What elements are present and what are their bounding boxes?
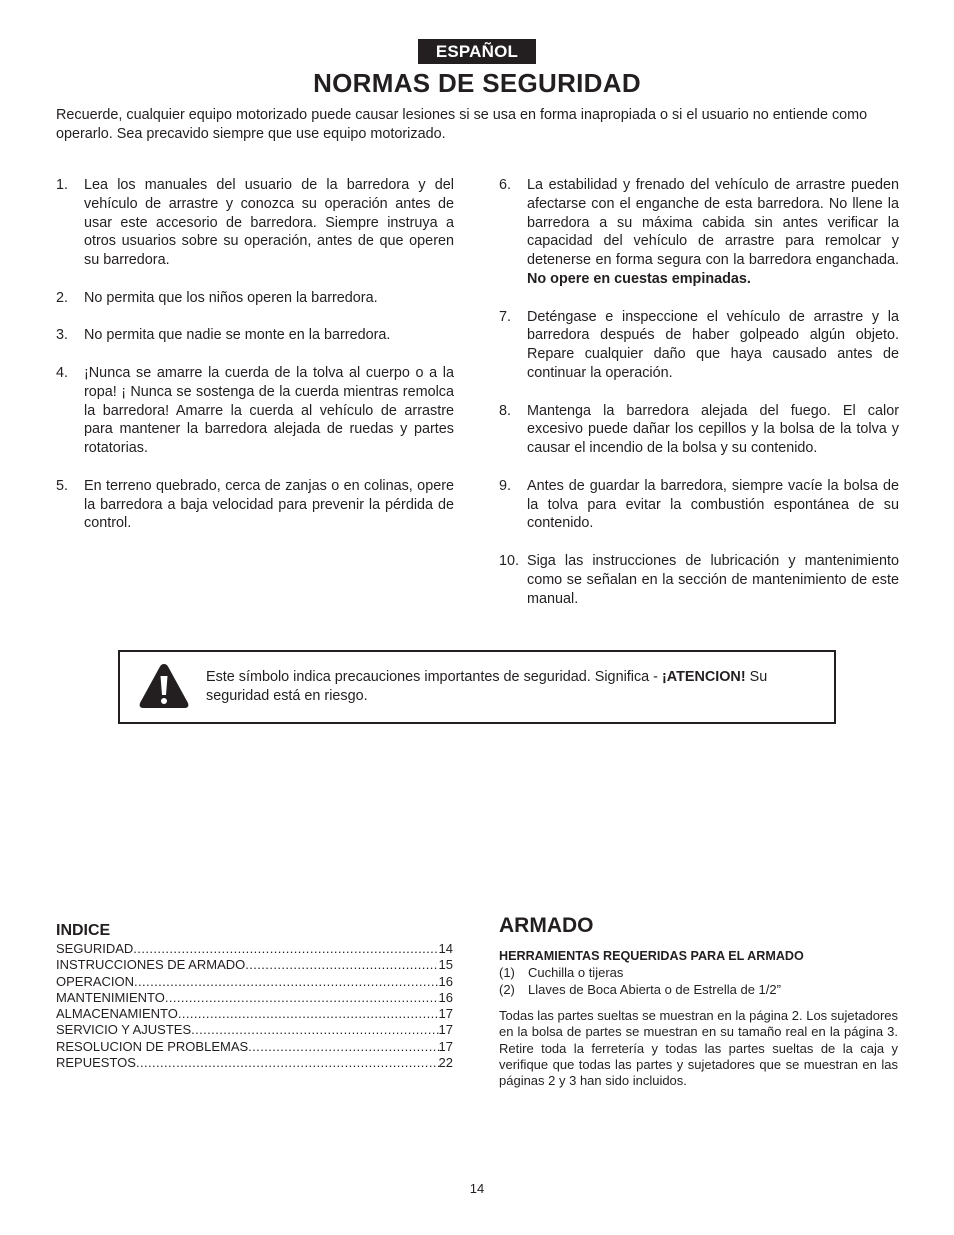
page-number: 14	[469, 1181, 485, 1196]
safety-rules-right-column	[499, 176, 899, 627]
rule-number: 10.	[499, 552, 520, 569]
safety-rule	[499, 176, 899, 289]
rule-number: 7.	[499, 308, 512, 325]
safety-rule	[56, 289, 454, 308]
toc-entry-label: OPERACION	[56, 973, 135, 989]
toc-leader-dots	[133, 941, 438, 957]
safety-rule	[56, 176, 454, 270]
toc-entry-page: 17	[438, 1022, 453, 1038]
safety-rule	[499, 308, 899, 383]
rule-text: Siga las instrucciones de lubricación y mantenimiento como se señalan en la sección de mantenimiento de este manual.	[527, 552, 899, 607]
safety-rule	[499, 477, 899, 533]
toc-entry	[56, 941, 453, 957]
tools-heading: HERRAMIENTAS REQUERIDAS PARA EL ARMADO	[499, 949, 804, 963]
toc-entry-label: INSTRUCCIONES DE ARMADO	[56, 957, 246, 973]
toc-entry-page: 14	[438, 941, 453, 956]
toc-entry-page: 17	[438, 1038, 453, 1054]
warning-attention-label: ¡ATENCION!	[661, 669, 746, 685]
rule-text: Mantenga la barredora alejada del fuego. El calor excesivo puede dañar los cepillos y la bolsa de la tolva y causar el incendio de la bolsa y su contenido.	[527, 402, 899, 457]
safety-rules-left-column	[56, 176, 454, 552]
tool-item	[499, 982, 781, 999]
index-title: INDICE	[56, 922, 111, 939]
language-badge: ESPAÑOL	[418, 39, 536, 64]
warning-text-end: Su seguridad está en riesgo.	[206, 669, 768, 704]
toc-leader-dots	[178, 1006, 439, 1022]
toc-entry	[56, 1055, 453, 1071]
rule-text	[527, 176, 899, 289]
toc-entry	[56, 957, 453, 973]
toc-entry-label: REPUESTOS	[56, 1055, 136, 1071]
safety-rule	[499, 552, 899, 608]
toc-entry-page: 15	[438, 957, 453, 973]
warning-triangle-icon	[138, 662, 190, 710]
safety-rule	[56, 326, 454, 345]
toc-leader-dots	[134, 974, 439, 990]
safety-rule	[56, 477, 454, 533]
rule-number: 8.	[499, 402, 512, 419]
tool-number: (1)	[499, 965, 515, 980]
tool-text: Cuchilla o tijeras	[528, 965, 624, 980]
assembly-paragraph: Todas las partes sueltas se muestran en la página 2. Los sujetadores en la bolsa de partes se muestran en su tamaño real en la página 3. Retire toda la ferretería y todas las partes sueltas de la caja y verifique que todas las partes y sujetadores que se muestran en las páginas 2 y 3 han sido incluidos.	[499, 1008, 898, 1089]
tool-item	[499, 965, 781, 982]
rule-text: En terreno quebrado, cerca de zanjas o en colinas, opere la barredora a baja velocidad para prevenir la pérdida de control.	[84, 477, 454, 532]
rule-text-body: La estabilidad y frenado del vehículo de arrastre pueden afectarse con el enganche de esta barredora. No llene la barredora a su máxima cabida sin antes verificar la capacidad del vehículo de arrastre para remolcar y detenerse en forma segura con la barredora enganchada.	[527, 177, 899, 269]
page-title: NORMAS DE SEGURIDAD	[313, 68, 641, 98]
rule-number: 5.	[56, 477, 69, 494]
rule-number: 2.	[56, 289, 69, 306]
rule-text: Lea los manuales del usuario de la barredora y del vehículo de arrastre y conozca su operación antes de usar este accesorio de barredora. Siempre instruya a otros usuarios sobre su operación, antes de que operen su barredora.	[84, 177, 454, 269]
rule-text: No permita que nadie se monte en la barredora.	[84, 327, 391, 344]
rule-number: 6.	[499, 177, 512, 193]
rule-number: 3.	[56, 327, 69, 344]
rule-number: 4.	[56, 364, 69, 381]
toc-leader-dots	[191, 1022, 438, 1038]
warning-text	[206, 668, 821, 706]
assembly-title: ARMADO	[499, 914, 594, 937]
toc-entry-page: 17	[438, 1006, 453, 1022]
toc-entry	[56, 990, 453, 1006]
intro-paragraph: Recuerde, cualquier equipo motorizado puede causar lesiones si se usa en forma inapropiada o si el usuario no entiende como operarlo. Sea precavido siempre que use equipo motorizado.	[56, 107, 868, 142]
toc-leader-dots	[248, 1039, 438, 1055]
tool-number: (2)	[499, 981, 515, 997]
toc-leader-dots	[245, 957, 438, 973]
toc-leader-dots	[165, 990, 439, 1006]
tools-list	[499, 965, 781, 998]
rule-bold-warning: No opere en cuestas empinadas.	[527, 270, 751, 287]
toc-entry	[56, 974, 453, 990]
rule-text: Antes de guardar la barredora, siempre vacíe la bolsa de la tolva para evitar la combustión espontánea de su contenido.	[527, 477, 899, 532]
toc-entry-page: 16	[438, 989, 453, 1005]
table-of-contents	[56, 941, 453, 1071]
toc-entry-label: SEGURIDAD	[56, 941, 134, 956]
toc-entry	[56, 1039, 453, 1055]
rule-text: Deténgase e inspeccione el vehículo de arrastre y la barredora después de haber golpeado algún objeto. Repare cualquier daño que haya causado antes de continuar la operación.	[527, 308, 899, 381]
toc-entry	[56, 1022, 453, 1038]
toc-entry-page: 16	[438, 973, 453, 989]
rule-number: 9.	[499, 477, 512, 494]
rule-number: 1.	[56, 177, 69, 193]
toc-entry-page: 22	[438, 1055, 453, 1071]
toc-entry	[56, 1006, 453, 1022]
safety-rule	[499, 402, 899, 458]
toc-entry-label: RESOLUCION DE PROBLEMAS	[56, 1038, 249, 1054]
toc-entry-label: ALMACENAMIENTO	[56, 1006, 178, 1022]
toc-leader-dots	[136, 1055, 439, 1071]
safety-rule	[56, 364, 454, 458]
warning-text-intro: Este símbolo indica precauciones importantes de seguridad. Significa -	[206, 669, 662, 685]
toc-entry-label: MANTENIMIENTO	[56, 989, 165, 1005]
rule-text: No permita que los niños operen la barredora.	[84, 289, 378, 306]
safety-warning-box	[118, 650, 836, 724]
rule-text: ¡Nunca se amarre la cuerda de la tolva al cuerpo o a la ropa! ¡ Nunca se sostenga de la cuerda mientras remolca la barredora! Amarre la cuerda al vehículo de arrastre para mantener la barredora alejada de ruedas y partes rotatorias.	[84, 364, 454, 457]
tool-text: Llaves de Boca Abierta o de Estrella de 1/2”	[528, 981, 781, 997]
toc-entry-label: SERVICIO Y AJUSTES	[56, 1022, 192, 1038]
